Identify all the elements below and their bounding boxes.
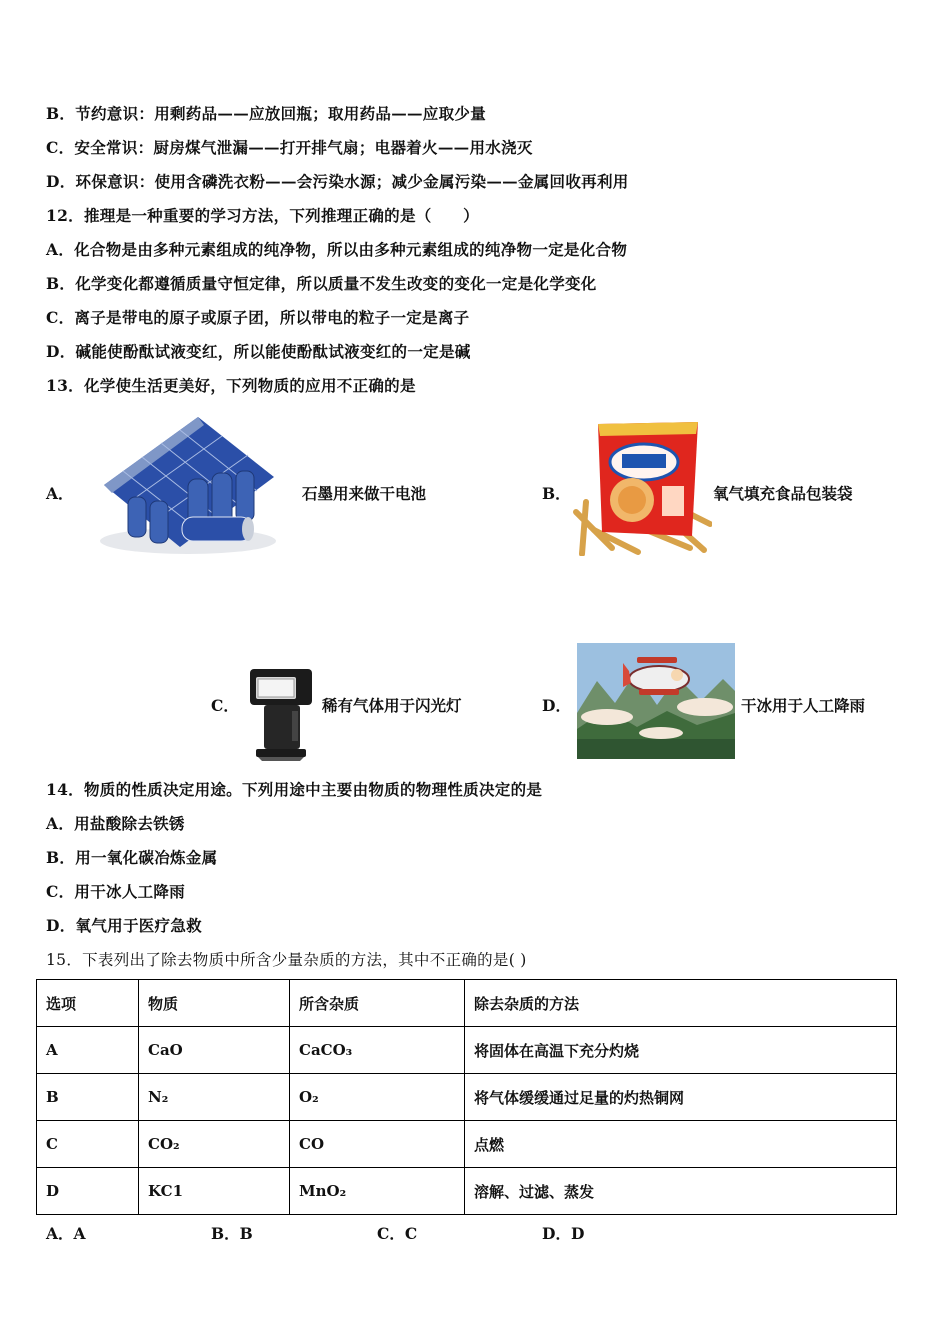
table-cell: B bbox=[37, 1074, 139, 1121]
table-cell: CO bbox=[290, 1121, 465, 1168]
table-cell: CaO bbox=[139, 1027, 290, 1074]
header-method: 除去杂质的方法 bbox=[465, 980, 897, 1027]
q11-option-d: D．环保意识：使用含磷洗衣粉——会污染水源；减少金属污染——金属回收再利用 bbox=[46, 172, 629, 191]
table-cell: CaCO₃ bbox=[290, 1027, 465, 1074]
q14-option-c: C．用干冰人工降雨 bbox=[46, 882, 186, 901]
q13-option-c-text: 稀有气体用于闪光灯 bbox=[322, 696, 462, 715]
q12-option-c: C．离子是带电的原子或原子团，所以带电的粒子一定是离子 bbox=[46, 308, 470, 327]
table-cell: MnO₂ bbox=[290, 1168, 465, 1215]
table-cell: 溶解、过滤、蒸发 bbox=[465, 1168, 897, 1215]
q14-option-a: A．用盐酸除去铁锈 bbox=[46, 814, 185, 833]
header-option: 选项 bbox=[37, 980, 139, 1027]
cloud-seeding-airplane-image bbox=[577, 643, 735, 759]
table-row bbox=[37, 1027, 897, 1074]
table-cell: C bbox=[37, 1121, 139, 1168]
impurity-removal-table bbox=[36, 979, 897, 1215]
q13-option-d-text: 干冰用于人工降雨 bbox=[741, 696, 866, 715]
q15-answer-c: C．C bbox=[377, 1224, 418, 1243]
table-cell: N₂ bbox=[139, 1074, 290, 1121]
table-row bbox=[37, 1074, 897, 1121]
q15-answer-d: D．D bbox=[542, 1224, 585, 1243]
table-row bbox=[37, 1168, 897, 1215]
table-cell: 点燃 bbox=[465, 1121, 897, 1168]
q13-stem: 13．化学使生活更美好，下列物质的应用不正确的是 bbox=[46, 376, 416, 395]
q12-option-d: D．碱能使酚酞试液变红，所以能使酚酞试液变红的一定是碱 bbox=[46, 342, 471, 361]
q11-option-b: B．节约意识：用剩药品——应放回瓶；取用药品——应取少量 bbox=[46, 104, 487, 123]
q12-stem: 12．推理是一种重要的学习方法，下列推理正确的是（ ） bbox=[46, 206, 479, 225]
header-impurity: 所含杂质 bbox=[290, 980, 465, 1027]
q13-option-a-label: A． bbox=[46, 484, 74, 503]
q14-stem: 14．物质的性质决定用途。下列用途中主要由物质的物理性质决定的是 bbox=[46, 780, 543, 799]
table-header-row bbox=[37, 980, 897, 1027]
q13-option-b-label: B． bbox=[542, 484, 571, 503]
solar-house-image bbox=[98, 415, 278, 555]
q12-option-b: B．化学变化都遵循质量守恒定律，所以质量不发生改变的变化一定是化学变化 bbox=[46, 274, 597, 293]
q11-option-c: C．安全常识：厨房煤气泄漏——打开排气扇；电器着火——用水浇灭 bbox=[46, 138, 533, 157]
table-cell: CO₂ bbox=[139, 1121, 290, 1168]
table-cell: 将气体缓缓通过足量的灼热铜网 bbox=[465, 1074, 897, 1121]
table-cell: 将固体在高温下充分灼烧 bbox=[465, 1027, 897, 1074]
q15-stem: 15．下表列出了除去物质中所含少量杂质的方法，其中不正确的是( ) bbox=[46, 951, 527, 969]
q14-option-d: D．氧气用于医疗急救 bbox=[46, 916, 202, 935]
table-cell: O₂ bbox=[290, 1074, 465, 1121]
header-substance: 物质 bbox=[139, 980, 290, 1027]
table-cell: D bbox=[37, 1168, 139, 1215]
q13-option-b-text: 氧气填充食品包装袋 bbox=[713, 484, 853, 503]
table-row bbox=[37, 1121, 897, 1168]
snack-bag-image bbox=[572, 420, 712, 556]
q15-answer-b: B．B bbox=[211, 1224, 253, 1243]
q13-option-c-label: C． bbox=[211, 696, 239, 715]
q14-option-b: B．用一氧化碳冶炼金属 bbox=[46, 848, 218, 867]
table-cell: KC1 bbox=[139, 1168, 290, 1215]
q13-option-d-label: D． bbox=[542, 696, 571, 715]
table-cell: A bbox=[37, 1027, 139, 1074]
q12-option-a: A．化合物是由多种元素组成的纯净物，所以由多种元素组成的纯净物一定是化合物 bbox=[46, 240, 628, 259]
q13-option-a-text: 石墨用来做干电池 bbox=[302, 484, 427, 503]
q15-answer-a: A．A bbox=[46, 1224, 86, 1243]
flash-image bbox=[244, 667, 318, 761]
